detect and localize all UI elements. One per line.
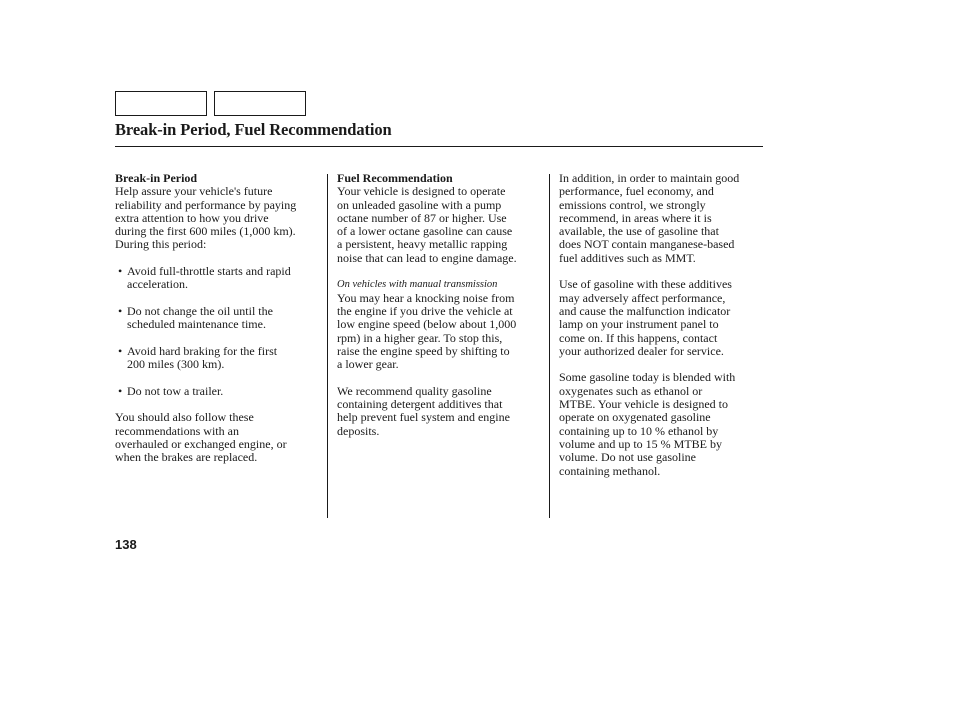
text-line: low engine speed (below about 1,000 xyxy=(337,317,517,332)
break-in-intro xyxy=(115,185,325,251)
text-line: on unleaded gasoline with a pump xyxy=(337,197,502,212)
text-line: recommendations with an xyxy=(115,423,239,438)
text-line: Avoid hard braking for the first xyxy=(127,343,278,358)
additives-paragraph-3 xyxy=(559,371,765,477)
text-line: raise the engine speed by shifting to xyxy=(337,343,510,358)
text-line: Your vehicle is designed to operate xyxy=(337,184,506,199)
text-line: during the first 600 miles (1,000 km). xyxy=(115,224,296,239)
text-line: noise that can lead to engine damage. xyxy=(337,250,517,265)
text-line: 200 miles (300 km). xyxy=(127,357,225,372)
text-line: and cause the malfunction indicator xyxy=(559,303,731,318)
text-line: volume. Do not use gasoline xyxy=(559,450,696,465)
text-line: help prevent fuel system and engine xyxy=(337,410,510,425)
text-line: oxygenates such as ethanol or xyxy=(559,383,703,398)
fuel-paragraph-3 xyxy=(337,385,547,438)
nav-button-previous[interactable] xyxy=(115,91,207,116)
column-additives xyxy=(559,172,765,478)
text-line: overhauled or exchanged engine, or xyxy=(115,436,287,451)
text-line: available, the use of gasoline that xyxy=(559,224,719,239)
column-divider-2 xyxy=(549,174,550,518)
title-divider xyxy=(115,146,763,147)
text-line: does NOT contain manganese-based xyxy=(559,237,735,252)
text-line: deposits. xyxy=(337,423,380,438)
fuel-paragraph-2 xyxy=(337,292,547,372)
text-line: volume and up to 15 % MTBE by xyxy=(559,436,722,451)
text-line: Some gasoline today is blended with xyxy=(559,370,736,385)
additives-paragraph-1 xyxy=(559,172,765,265)
text-line: extra attention to how you drive xyxy=(115,210,269,225)
bullet-icon: • xyxy=(118,264,123,279)
text-line: You should also follow these xyxy=(115,410,254,425)
text-line: Do not change the oil until the xyxy=(127,303,273,318)
text-line: containing up to 10 % ethanol by xyxy=(559,423,719,438)
text-line: lamp on your instrument panel to xyxy=(559,317,719,332)
text-line: You may hear a knocking noise from xyxy=(337,290,515,305)
fuel-paragraph-1 xyxy=(337,185,547,265)
text-line: fuel additives such as MMT. xyxy=(559,250,696,265)
text-line: acceleration. xyxy=(127,277,188,292)
bullet-item xyxy=(115,385,325,398)
text-line: scheduled maintenance time. xyxy=(127,317,266,332)
bullet-icon: • xyxy=(118,343,123,358)
text-line: In addition, in order to maintain good xyxy=(559,171,740,185)
text-line: a persistent, heavy metallic rapping xyxy=(337,237,508,252)
break-in-outro xyxy=(115,411,325,464)
additives-paragraph-2 xyxy=(559,278,765,358)
text-line: We recommend quality gasoline xyxy=(337,383,492,398)
bullet-item xyxy=(115,345,325,372)
bullet-item xyxy=(115,265,325,292)
column-divider-1 xyxy=(327,174,328,518)
page-number: 138 xyxy=(115,537,137,552)
manual-transmission-caption: On vehicles with manual transmission xyxy=(337,279,498,291)
text-line: During this period: xyxy=(115,237,207,252)
text-line: recommend, in areas where it is xyxy=(559,210,712,225)
text-line: a lower gear. xyxy=(337,357,399,372)
bullet-icon: • xyxy=(118,383,123,398)
text-line: may adversely affect performance, xyxy=(559,290,726,305)
text-line: come on. If this happens, contact xyxy=(559,330,718,345)
text-line: MTBE. Your vehicle is designed to xyxy=(559,397,728,412)
break-in-heading: Break-in Period xyxy=(115,171,198,185)
bullet-icon: • xyxy=(118,303,123,318)
text-line: Do not tow a trailer. xyxy=(127,383,224,398)
fuel-recommendation-heading: Fuel Recommendation xyxy=(337,171,453,185)
bullet-item xyxy=(115,305,325,332)
text-line: containing methanol. xyxy=(559,463,661,478)
text-line: octane number of 87 or higher. Use xyxy=(337,210,507,225)
text-line: emissions control, we strongly xyxy=(559,197,706,212)
nav-button-next[interactable] xyxy=(214,91,306,116)
text-line: reliability and performance by paying xyxy=(115,197,297,212)
column-fuel-recommendation xyxy=(337,172,547,438)
text-line: performance, fuel economy, and xyxy=(559,184,714,199)
text-line: of a lower octane gasoline can cause xyxy=(337,224,513,239)
text-line: operate on oxygenated gasoline xyxy=(559,410,711,425)
column-break-in xyxy=(115,172,325,465)
page-title: Break-in Period, Fuel Recommendation xyxy=(115,120,392,139)
text-line: your authorized dealer for service. xyxy=(559,343,724,358)
text-line: when the brakes are replaced. xyxy=(115,450,258,465)
text-line: rpm) in a higher gear. To stop this, xyxy=(337,330,503,345)
text-line: Help assure your vehicle's future xyxy=(115,184,273,199)
text-line: the engine if you drive the vehicle at xyxy=(337,303,513,318)
text-line: Avoid full-throttle starts and rapid xyxy=(127,264,291,279)
text-line: Use of gasoline with these additives xyxy=(559,277,732,292)
text-line: containing detergent additives that xyxy=(337,397,503,412)
